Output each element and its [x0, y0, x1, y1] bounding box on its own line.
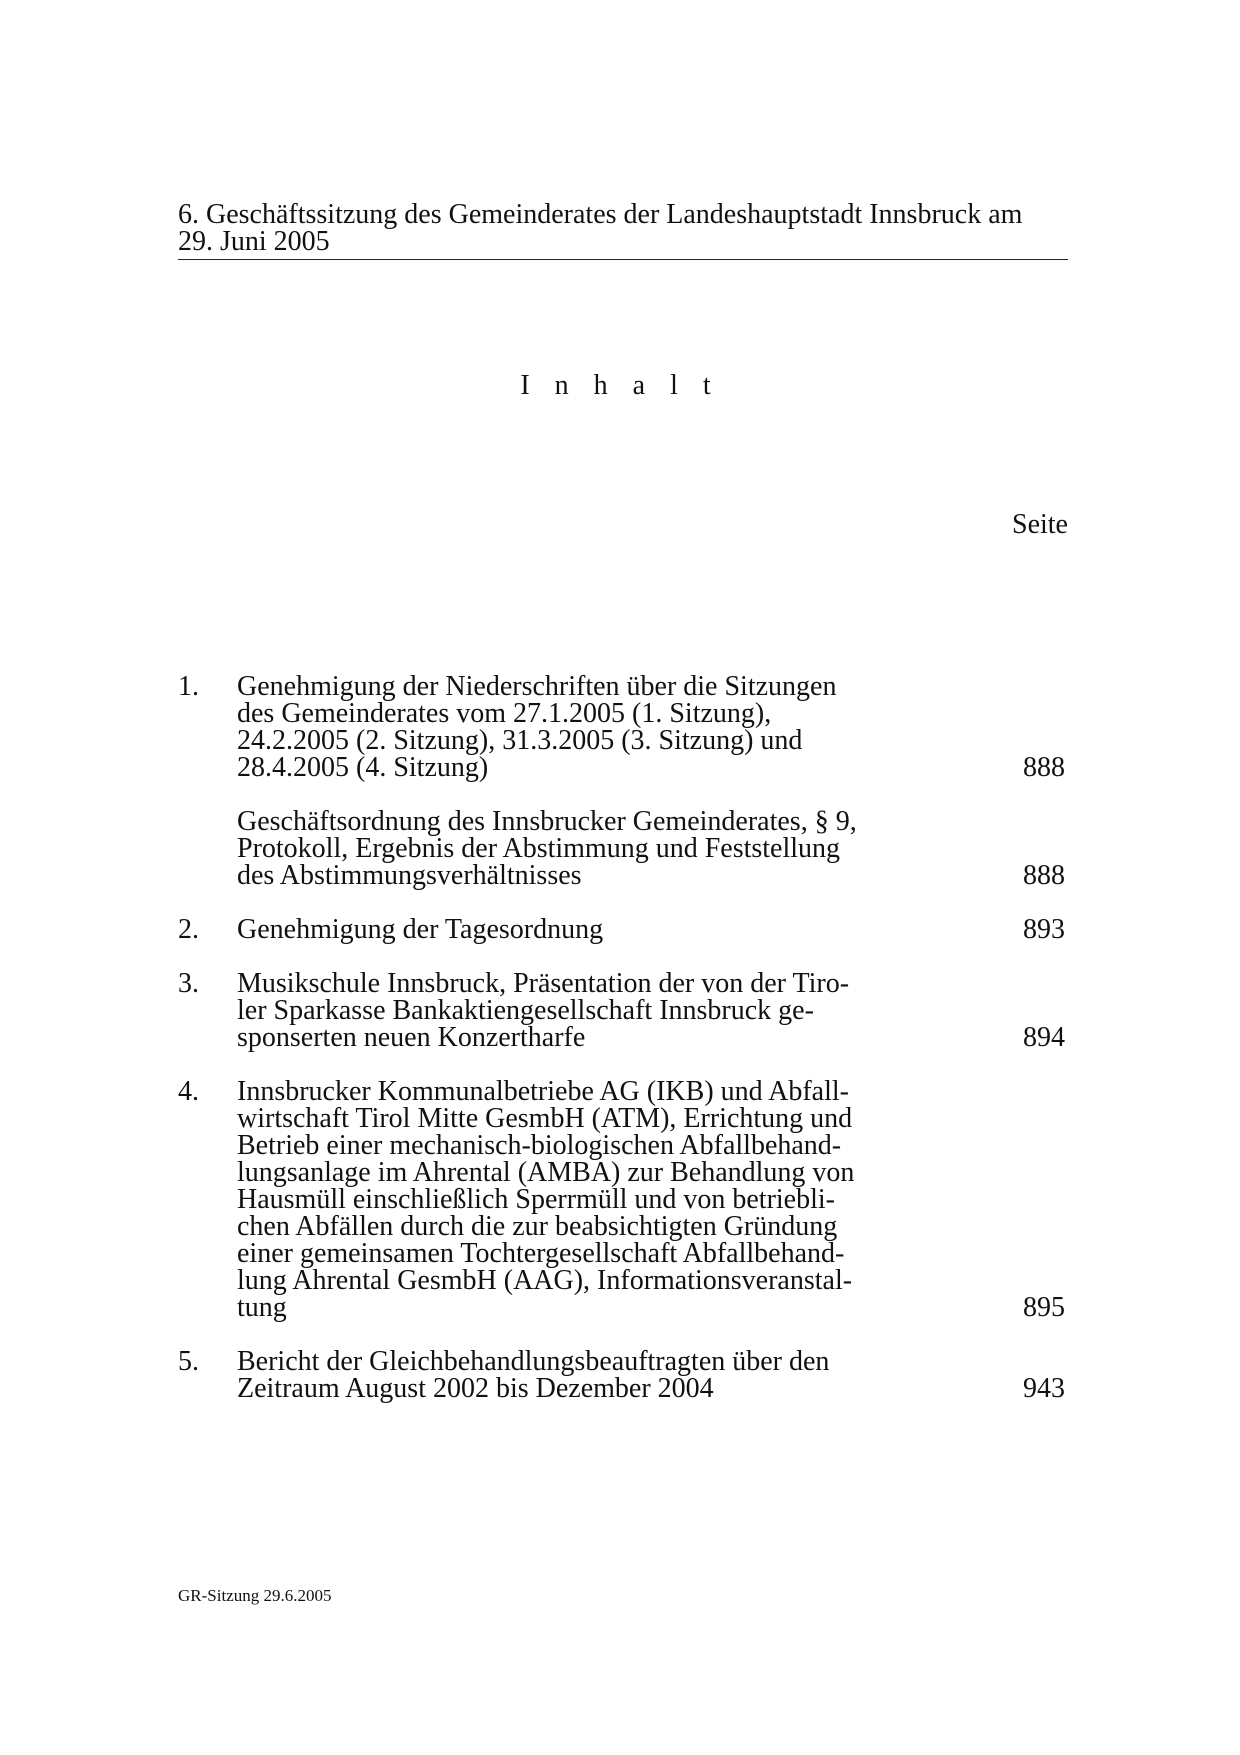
- toc-entry: [178, 1078, 1068, 1321]
- toc-entry: [178, 808, 1068, 889]
- toc-entry-line: einer gemeinsamen Tochtergesellschaft Abfallbehand-: [237, 1238, 845, 1269]
- toc-entry-line: tung: [237, 1292, 287, 1323]
- toc-entry-title: [237, 1348, 917, 1402]
- toc-entry-line: Betrieb einer mechanisch-biologischen Abfallbehand-: [237, 1130, 842, 1161]
- page-footer: GR-Sitzung 29.6.2005: [178, 1586, 332, 1605]
- toc-title: I n h a l t: [520, 370, 720, 401]
- document-header: [178, 201, 1068, 260]
- toc-entry-line: des Gemeinderates vom 27.1.2005 (1. Sitzung),: [237, 698, 772, 729]
- toc-page-column-label: Seite: [1012, 509, 1068, 540]
- toc-entry-title: [237, 1078, 917, 1321]
- header-line-1: 6. Geschäftssitzung des Gemeinderates der Landeshauptstadt Innsbruck am: [178, 199, 1023, 230]
- toc-entry-title: [237, 673, 917, 781]
- toc-entry-line: 24.2.2005 (2. Sitzung), 31.3.2005 (3. Sitzung) und: [237, 725, 803, 756]
- toc-entry-line: Genehmigung der Tagesordnung: [237, 914, 604, 945]
- toc-entry: [178, 970, 1068, 1051]
- toc-entry-title: [237, 970, 917, 1051]
- toc-entry-line: wirtschaft Tirol Mitte GesmbH (ATM), Errichtung und: [237, 1103, 853, 1134]
- toc-entry-line: Protokoll, Ergebnis der Abstimmung und Feststellung: [237, 833, 841, 864]
- header-line-2: 29. Juni 2005: [178, 226, 330, 257]
- toc-entry: [178, 916, 1068, 943]
- toc-entry: [178, 673, 1068, 781]
- toc-entry-number: 5.: [178, 1346, 199, 1377]
- toc-entry-page: 893: [1023, 914, 1065, 945]
- toc-entry-number: 1.: [178, 671, 199, 702]
- toc-entry-line: chen Abfällen durch die zur beabsichtigten Gründung: [237, 1211, 838, 1242]
- toc-entry-page: 943: [1023, 1373, 1065, 1404]
- toc-entry-number: 4.: [178, 1076, 199, 1107]
- toc-entry-line: des Abstimmungsverhältnisses: [237, 860, 582, 891]
- toc-entry-line: Geschäftsordnung des Innsbrucker Gemeinderates, § 9,: [237, 806, 857, 837]
- toc-entry-number: 2.: [178, 914, 199, 945]
- toc-entry-line: Innsbrucker Kommunalbetriebe AG (IKB) und Abfall-: [237, 1076, 849, 1107]
- toc-entry-page: 888: [1023, 860, 1065, 891]
- toc-entry-title: [237, 808, 917, 889]
- toc-entry-line: Hausmüll einschließlich Sperrmüll und von betriebli-: [237, 1184, 835, 1215]
- toc-entry-line: 28.4.2005 (4. Sitzung): [237, 752, 489, 783]
- toc-entry-line: lung Ahrental GesmbH (AAG), Informationsveranstal-: [237, 1265, 853, 1296]
- toc-entry-title: [237, 916, 917, 943]
- toc-entry-line: lungsanlage im Ahrental (AMBA) zur Behandlung von: [237, 1157, 855, 1188]
- toc-entry-line: ler Sparkasse Bankaktiengesellschaft Innsbruck ge-: [237, 995, 814, 1026]
- toc-entry-line: Musikschule Innsbruck, Präsentation der von der Tiro-: [237, 968, 850, 999]
- toc-entry-line: sponserten neuen Konzertharfe: [237, 1022, 586, 1053]
- toc-entry: [178, 1348, 1068, 1402]
- toc-entry-number: 3.: [178, 968, 199, 999]
- toc-entry-page: 895: [1023, 1292, 1065, 1323]
- toc-entry-page: 888: [1023, 752, 1065, 783]
- toc-entry-line: Zeitraum August 2002 bis Dezember 2004: [237, 1373, 714, 1404]
- toc-entry-line: Genehmigung der Niederschriften über die Sitzungen: [237, 671, 837, 702]
- toc-entry-line: Bericht der Gleichbehandlungsbeauftragten über den: [237, 1346, 830, 1377]
- toc-entry-page: 894: [1023, 1022, 1065, 1053]
